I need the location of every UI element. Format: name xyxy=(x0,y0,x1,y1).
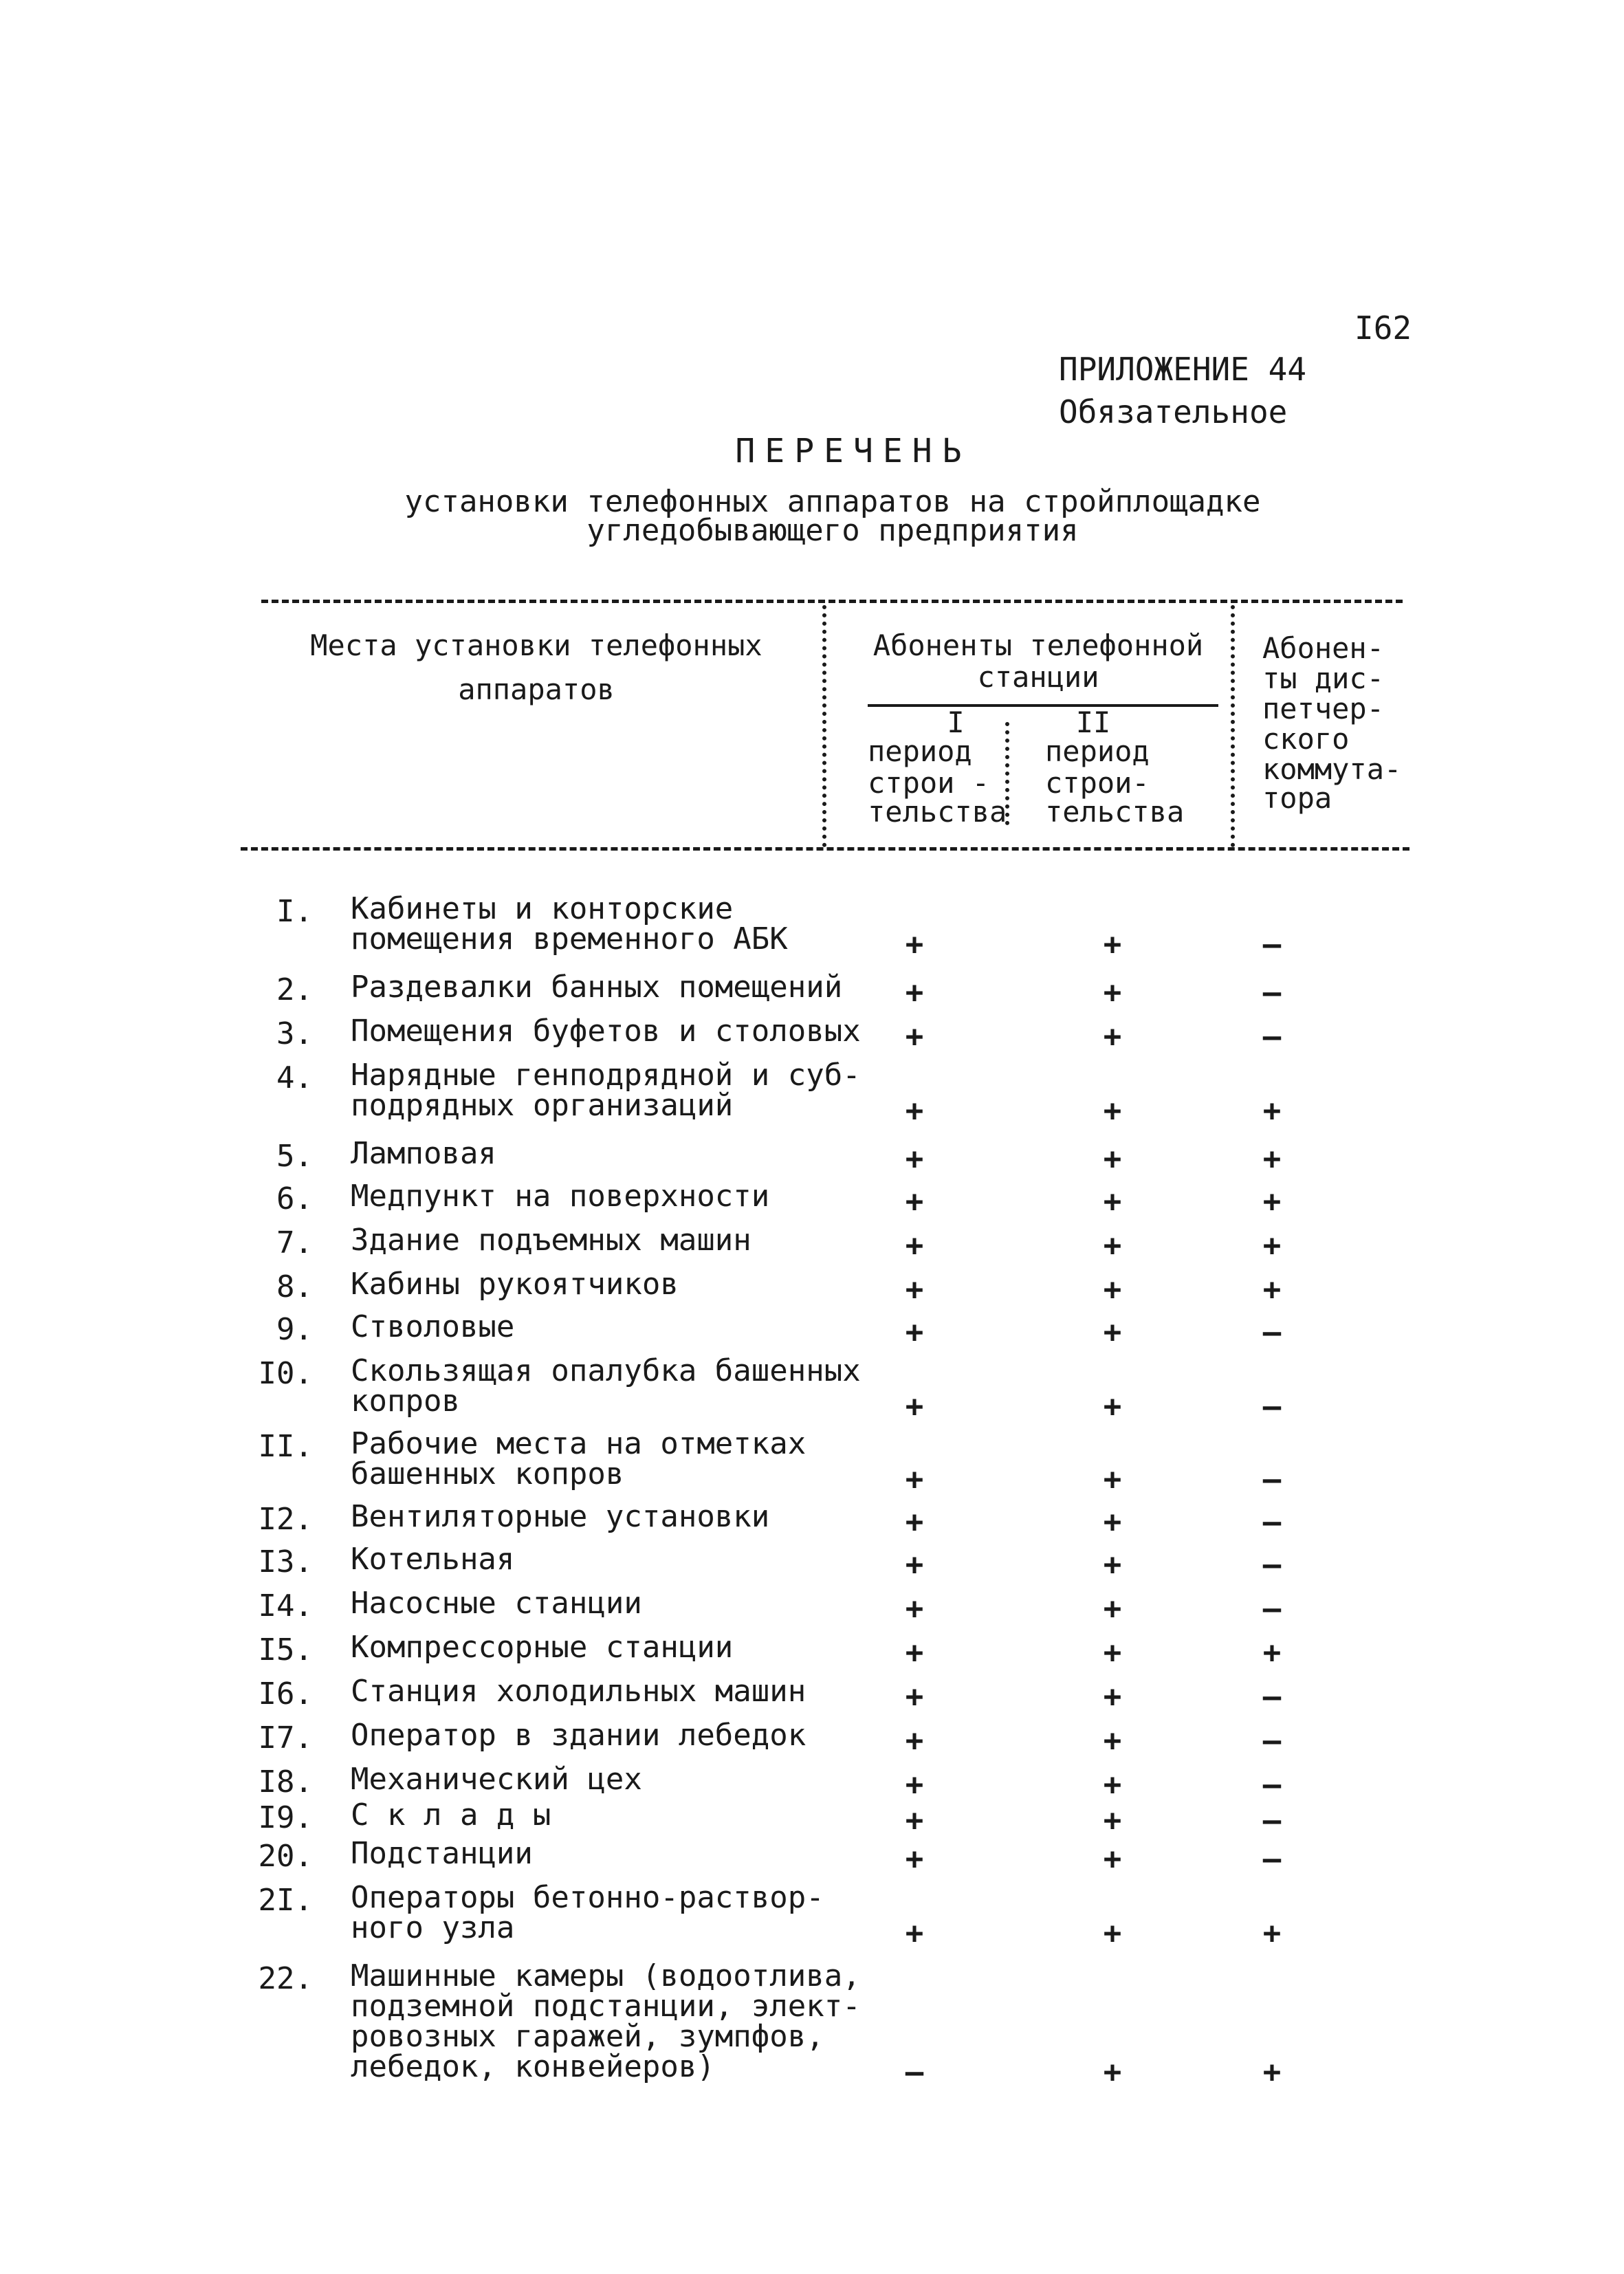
period-1-mark: + xyxy=(905,1591,924,1626)
period-1-mark: + xyxy=(905,1803,924,1838)
row-place: Котельная xyxy=(351,1542,515,1577)
row-place: Кабины рукоятчиков xyxy=(351,1267,679,1302)
period-2-mark: + xyxy=(1103,2055,1122,2090)
row-number: I5. xyxy=(258,1632,313,1668)
dispatch-line-3: петчер- xyxy=(1262,692,1385,725)
row-number: 2. xyxy=(276,972,313,1007)
row-number: 8. xyxy=(276,1269,313,1304)
dispatch-mark: – xyxy=(1262,1505,1282,1540)
row-number: I4. xyxy=(258,1588,313,1623)
period-2-mark: + xyxy=(1103,1723,1122,1758)
row-place: Операторы бетонно-раствор- ного узла xyxy=(351,1880,824,1945)
period-1-line-1: период xyxy=(868,734,972,768)
dispatch-mark: – xyxy=(1262,1547,1282,1582)
header-places-line-1: Места установки телефонных xyxy=(310,628,762,662)
row-number: 22. xyxy=(258,1961,313,1996)
period-2-mark: + xyxy=(1103,1019,1122,1054)
station-underline xyxy=(868,704,1218,707)
period-2-mark: + xyxy=(1103,1462,1122,1497)
dispatch-mark: – xyxy=(1262,1462,1282,1497)
dispatch-line-6: тора xyxy=(1262,781,1332,815)
row-place: Стволовые xyxy=(351,1309,515,1344)
row-place: Механический цех xyxy=(351,1762,642,1797)
table-top-rule xyxy=(261,600,1403,603)
dispatch-mark: – xyxy=(1262,1019,1282,1054)
period-1-mark: + xyxy=(905,1841,924,1877)
period-1-line-3: тельства xyxy=(868,795,1007,829)
row-number: I8. xyxy=(258,1764,313,1800)
header-bottom-rule xyxy=(241,847,1409,851)
row-number: 3. xyxy=(276,1016,313,1051)
row-place: Медпункт на поверхности xyxy=(351,1179,770,1214)
period-1-mark: + xyxy=(905,1228,924,1263)
appendix-label: ПРИЛОЖЕНИЕ 44 xyxy=(1059,351,1307,388)
period-1-mark: + xyxy=(905,1389,924,1424)
row-place: Скользящая опалубка башенных копров xyxy=(351,1353,861,1419)
period-2-mark: + xyxy=(1103,1767,1122,1802)
row-place: С к л а д ы xyxy=(351,1797,551,1833)
row-place: Ламповая xyxy=(351,1136,496,1171)
period-1-mark: + xyxy=(905,1141,924,1177)
row-number: 6. xyxy=(276,1181,313,1216)
period-1-mark: + xyxy=(905,1093,924,1128)
dispatch-mark: + xyxy=(1262,2055,1282,2090)
period-1-mark: + xyxy=(905,1272,924,1307)
row-number: I2. xyxy=(258,1502,313,1537)
period-1-mark: + xyxy=(905,1635,924,1670)
period-1-mark: + xyxy=(905,1315,924,1350)
subtitle-line-2: угледобывающего предприятия xyxy=(586,513,1079,548)
period-2-mark: + xyxy=(1103,1272,1122,1307)
row-place: Здание подъемных машин xyxy=(351,1223,751,1258)
dispatch-mark: – xyxy=(1262,1723,1282,1758)
period-2-mark: + xyxy=(1103,927,1122,962)
period-1-mark: + xyxy=(905,1462,924,1497)
header-places-line-2: аппаратов xyxy=(458,673,615,706)
row-number: II. xyxy=(258,1429,313,1464)
dispatch-mark: – xyxy=(1262,1389,1282,1424)
dispatch-line-2: ты дис- xyxy=(1262,662,1385,695)
period-2-mark: + xyxy=(1103,1591,1122,1626)
row-number: 20. xyxy=(258,1839,313,1874)
period-1-mark: + xyxy=(905,1679,924,1714)
dispatch-mark: + xyxy=(1262,1184,1282,1219)
row-place: Насосные станции xyxy=(351,1586,642,1621)
dispatch-line-1: Абонен- xyxy=(1262,631,1385,665)
period-2-mark: + xyxy=(1103,1547,1122,1582)
period-1-mark: + xyxy=(905,1916,924,1951)
period-1-mark: + xyxy=(905,1547,924,1582)
row-place: Рабочие места на отметках башенных копров xyxy=(351,1426,806,1491)
dispatch-mark: – xyxy=(1262,1767,1282,1802)
dispatch-mark: + xyxy=(1262,1916,1282,1951)
period-2-mark: + xyxy=(1103,1505,1122,1540)
period-2-number: II xyxy=(1075,706,1111,739)
row-place: Машинные камеры (водоотлива, подземной подстанции, элект- ровозных гаражей, зумпфов, лебедок, конвейеров) xyxy=(351,1958,861,2084)
period-1-mark: + xyxy=(905,975,924,1010)
dispatch-mark: – xyxy=(1262,1841,1282,1877)
row-place: Компрессорные станции xyxy=(351,1630,734,1665)
period-2-line-2: строи- xyxy=(1045,766,1150,800)
dispatch-mark: + xyxy=(1262,1228,1282,1263)
period-2-mark: + xyxy=(1103,1228,1122,1263)
period-2-line-3: тельства xyxy=(1045,795,1185,829)
row-number: 7. xyxy=(276,1225,313,1260)
row-number: 9. xyxy=(276,1312,313,1347)
page-number: I62 xyxy=(1354,309,1412,347)
dispatch-mark: + xyxy=(1262,1141,1282,1177)
dispatch-mark: – xyxy=(1262,1679,1282,1714)
period-1-number: I xyxy=(947,706,965,739)
row-place: Станция холодильных машин xyxy=(351,1674,806,1709)
row-place: Нарядные генподрядной и суб- подрядных организаций xyxy=(351,1058,861,1123)
period-2-mark: + xyxy=(1103,1141,1122,1177)
period-2-mark: + xyxy=(1103,975,1122,1010)
period-2-mark: + xyxy=(1103,1184,1122,1219)
header-divider-2 xyxy=(1231,605,1235,847)
period-1-mark: + xyxy=(905,1505,924,1540)
period-1-line-2: строи - xyxy=(868,766,990,800)
row-number: I. xyxy=(276,894,313,929)
header-station-line-2: станции xyxy=(977,660,1099,694)
dispatch-mark: – xyxy=(1262,1315,1282,1350)
period-2-mark: + xyxy=(1103,1803,1122,1838)
period-2-mark: + xyxy=(1103,1916,1122,1951)
dispatch-mark: – xyxy=(1262,927,1282,962)
row-place: Кабинеты и конторские помещения временного АБК xyxy=(351,891,788,956)
period-1-mark: + xyxy=(905,1184,924,1219)
row-place: Подстанции xyxy=(351,1836,533,1871)
dispatch-mark: + xyxy=(1262,1093,1282,1128)
period-2-mark: + xyxy=(1103,1679,1122,1714)
row-number: 2I. xyxy=(258,1883,313,1918)
dispatch-mark: + xyxy=(1262,1635,1282,1670)
dispatch-mark: + xyxy=(1262,1272,1282,1307)
period-2-mark: + xyxy=(1103,1315,1122,1350)
dispatch-mark: – xyxy=(1262,975,1282,1010)
period-1-mark: + xyxy=(905,1767,924,1802)
document-title: ПЕРЕЧЕНЬ xyxy=(735,432,972,470)
mandatory-label: Обязательное xyxy=(1059,393,1288,430)
period-2-mark: + xyxy=(1103,1389,1122,1424)
period-2-mark: + xyxy=(1103,1093,1122,1128)
dispatch-line-4: ского xyxy=(1262,722,1350,756)
period-1-mark: + xyxy=(905,1019,924,1054)
header-station-line-1: Абоненты телефонной xyxy=(873,628,1204,662)
row-place: Вентиляторные установки xyxy=(351,1499,770,1534)
header-divider-1 xyxy=(822,605,826,847)
dispatch-line-5: коммута- xyxy=(1262,752,1402,786)
row-place: Помещения буфетов и столовых xyxy=(351,1014,861,1049)
period-1-mark: + xyxy=(905,927,924,962)
dispatch-mark: – xyxy=(1262,1803,1282,1838)
period-2-mark: + xyxy=(1103,1841,1122,1877)
row-number: 4. xyxy=(276,1060,313,1095)
row-number: I0. xyxy=(258,1356,313,1391)
period-2-mark: + xyxy=(1103,1635,1122,1670)
dispatch-mark: – xyxy=(1262,1591,1282,1626)
row-place: Оператор в здании лебедок xyxy=(351,1718,806,1753)
row-place: Раздевалки банных помещений xyxy=(351,970,843,1005)
row-number: I3. xyxy=(258,1544,313,1579)
period-1-mark: + xyxy=(905,1723,924,1758)
row-number: 5. xyxy=(276,1139,313,1174)
row-number: I6. xyxy=(258,1676,313,1712)
row-number: I9. xyxy=(258,1800,313,1835)
subtitle-line-1: установки телефонных аппаратов на стройплощадке xyxy=(404,484,1261,519)
row-number: I7. xyxy=(258,1720,313,1756)
period-1-mark: – xyxy=(905,2055,924,2090)
period-2-line-1: период xyxy=(1045,734,1150,768)
